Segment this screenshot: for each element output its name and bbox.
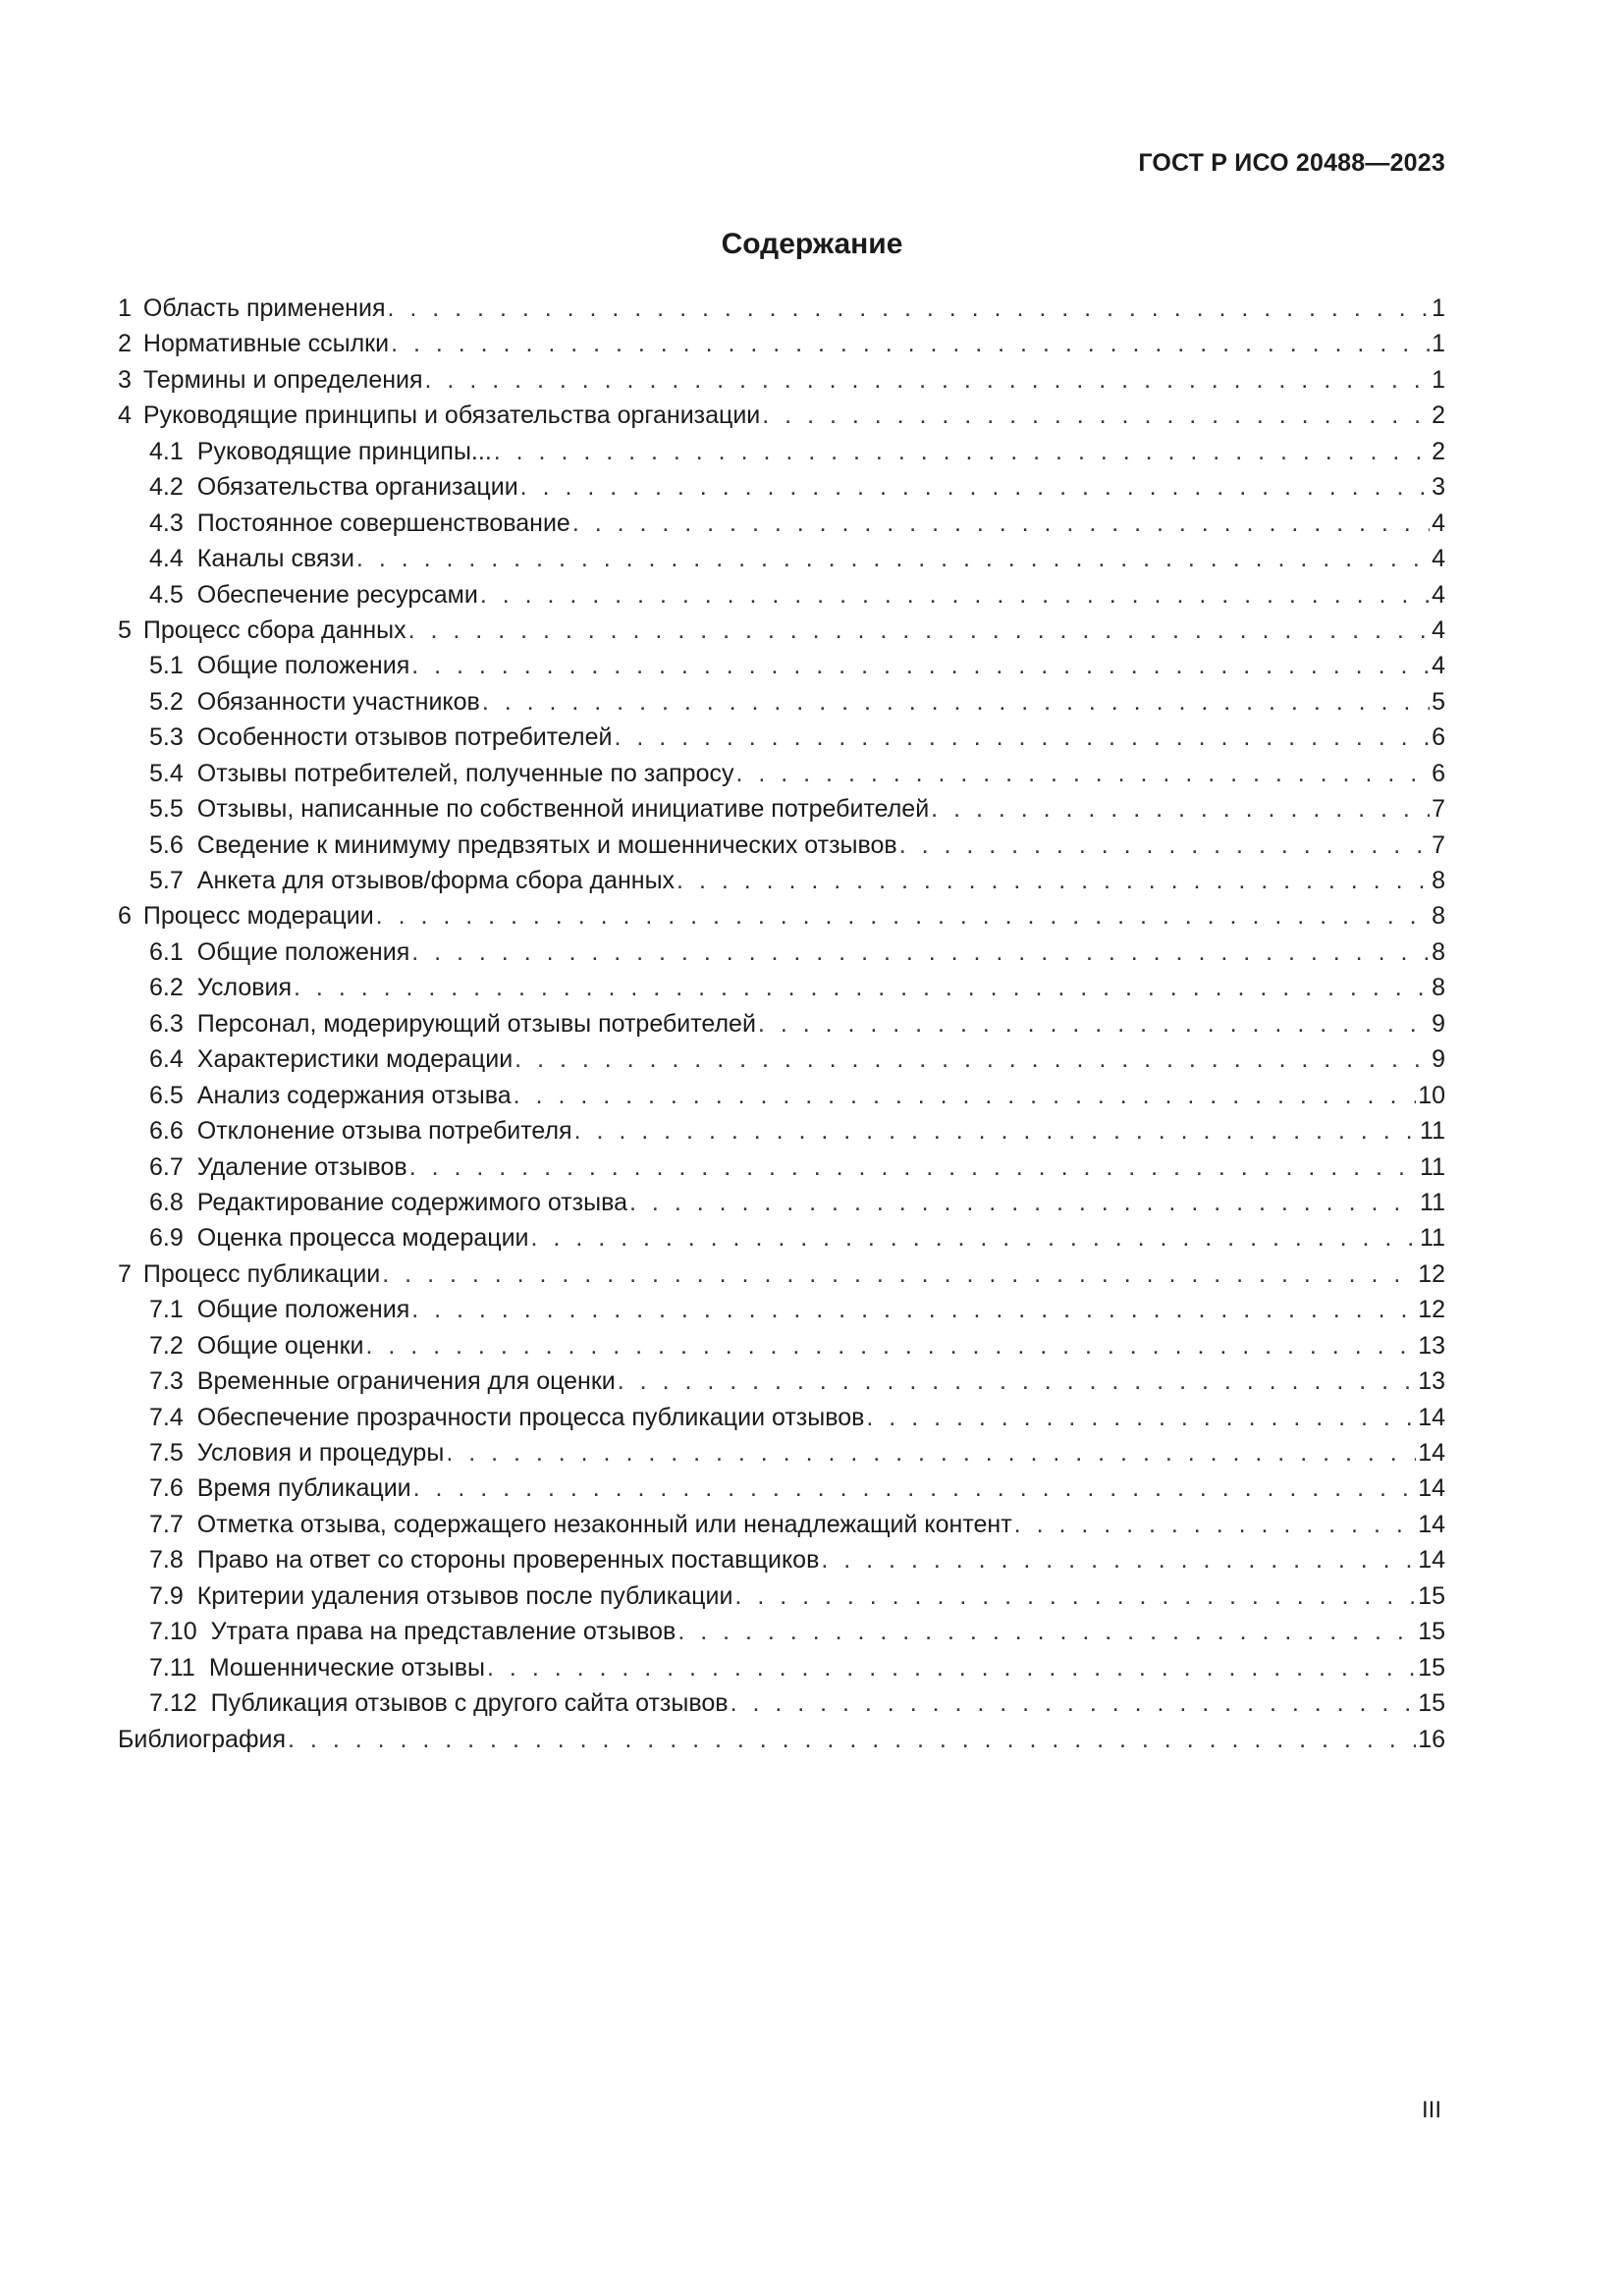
- toc-entry-page: 14: [1418, 1510, 1445, 1538]
- toc-entry-label: Библиография: [118, 1725, 287, 1753]
- toc-entry-label: Обязательства организации: [196, 473, 518, 502]
- toc-title: Содержание: [721, 228, 903, 260]
- toc-entry[interactable]: [118, 613, 1445, 648]
- toc-entry-number: 4.2: [149, 473, 184, 502]
- toc-entry-label: Отзывы потребителей, полученные по запросу: [196, 759, 734, 787]
- toc-entry-label: Удаление отзывов: [196, 1152, 407, 1181]
- toc-dot-leader: [897, 828, 1430, 863]
- toc-entry[interactable]: [118, 434, 1445, 469]
- toc-entry-number: 6.5: [149, 1081, 184, 1109]
- table-of-contents: [118, 291, 1445, 1757]
- toc-entry-page: 6: [1432, 759, 1445, 787]
- toc-entry-number: 7.10: [149, 1618, 197, 1646]
- toc-entry[interactable]: [118, 326, 1445, 361]
- toc-entry-page: 2: [1432, 437, 1445, 465]
- toc-entry-label: Оценка процесса модерации: [196, 1224, 529, 1253]
- toc-entry-page: 9: [1432, 1009, 1445, 1038]
- toc-dot-leader: [380, 1256, 1416, 1292]
- toc-entry[interactable]: [118, 898, 1445, 934]
- toc-entry-label: Общие положения: [196, 652, 410, 680]
- toc-dot-leader: [733, 756, 1430, 791]
- toc-entry-number: 6.6: [149, 1117, 184, 1146]
- toc-dot-leader: [529, 1220, 1419, 1255]
- toc-dot-leader: [572, 1113, 1418, 1148]
- toc-dot-leader: [512, 1078, 1417, 1113]
- toc-entry-page: 4: [1432, 652, 1445, 680]
- toc-entry[interactable]: [118, 1149, 1445, 1185]
- toc-entry-number: 6.8: [149, 1188, 184, 1216]
- toc-entry-label: Отзывы, написанные по собственной инициативе потребителей: [196, 795, 930, 824]
- toc-entry-label: Временные ограничения для оценки: [196, 1367, 616, 1396]
- toc-entry[interactable]: [118, 1542, 1445, 1577]
- toc-entry-label: Общие оценки: [196, 1331, 364, 1360]
- toc-dot-leader: [732, 1578, 1416, 1614]
- toc-entry-number: 7.5: [149, 1439, 184, 1467]
- toc-entry-page: 4: [1432, 508, 1445, 537]
- toc-entry-number: 6.9: [149, 1224, 184, 1253]
- toc-entry-label: Анализ содержания отзыва: [196, 1081, 512, 1109]
- toc-entry-page: 14: [1418, 1474, 1445, 1503]
- toc-entry[interactable]: [118, 1470, 1445, 1506]
- toc-entry[interactable]: [118, 506, 1445, 541]
- toc-dot-leader: [363, 1328, 1416, 1363]
- toc-entry-number: 6.4: [149, 1045, 184, 1074]
- toc-entry[interactable]: [118, 648, 1445, 683]
- toc-entry[interactable]: [118, 1650, 1445, 1685]
- toc-entry-label: Постоянное совершенствование: [196, 508, 570, 537]
- toc-entry-page: 13: [1418, 1367, 1445, 1396]
- toc-entry[interactable]: [118, 863, 1445, 898]
- toc-entry-number: 7.3: [149, 1367, 184, 1396]
- toc-entry-number: 7.7: [149, 1510, 184, 1538]
- toc-dot-leader: [729, 1685, 1417, 1721]
- toc-entry-page: 4: [1432, 580, 1445, 609]
- toc-entry-label: Время публикации: [196, 1474, 411, 1503]
- toc-dot-leader: [929, 791, 1430, 827]
- toc-entry[interactable]: [118, 1006, 1445, 1041]
- toc-dot-leader: [518, 469, 1430, 505]
- toc-entry-label: Процесс публикации: [142, 1259, 381, 1288]
- toc-entry-page: 3: [1432, 473, 1445, 502]
- toc-dot-leader: [478, 577, 1430, 613]
- toc-dot-leader: [409, 648, 1430, 683]
- toc-entry-page: 12: [1418, 1259, 1445, 1288]
- toc-entry-page: 14: [1418, 1546, 1445, 1575]
- toc-dot-leader: [616, 1363, 1416, 1399]
- toc-entry[interactable]: [118, 1220, 1445, 1255]
- toc-entry-number: 5: [118, 615, 132, 644]
- toc-entry-label: Руководящие принципы...: [196, 437, 492, 465]
- toc-dot-leader: [286, 1722, 1416, 1757]
- toc-entry-label: Отклонение отзыва потребителя: [196, 1117, 572, 1146]
- toc-entry-label: Каналы связи: [196, 545, 354, 573]
- toc-entry-page: 5: [1432, 687, 1445, 716]
- toc-entry-label: Сведение к минимуму предвзятых и мошеннических отзывов: [196, 830, 897, 859]
- toc-entry-page: 8: [1432, 974, 1445, 1002]
- toc-entry-number: 5.4: [149, 759, 184, 787]
- toc-dot-leader: [513, 1041, 1430, 1077]
- toc-entry-label: Общие положения: [196, 1296, 410, 1324]
- toc-entry-number: 6.2: [149, 974, 184, 1002]
- toc-entry-page: 11: [1420, 1224, 1445, 1253]
- toc-entry-page: 8: [1432, 867, 1445, 894]
- toc-entry-page: 15: [1418, 1689, 1445, 1718]
- toc-dot-leader: [864, 1400, 1416, 1435]
- toc-dot-leader: [480, 684, 1430, 720]
- toc-entry-label: Персонал, модерирующий отзывы потребителей: [196, 1009, 756, 1038]
- toc-entry-number: 7.4: [149, 1403, 184, 1431]
- toc-entry-label: Редактирование содержимого отзыва: [196, 1188, 628, 1216]
- toc-entry-label: Область применения: [142, 294, 386, 322]
- toc-entry[interactable]: [118, 1185, 1445, 1220]
- toc-entry-number: 5.1: [149, 652, 184, 680]
- toc-dot-leader: [423, 362, 1431, 398]
- toc-dot-leader: [819, 1542, 1416, 1577]
- toc-dot-leader: [675, 863, 1430, 898]
- toc-entry-label: Анкета для отзывов/форма сбора данных: [196, 867, 676, 894]
- toc-entry-number: 3: [118, 365, 132, 394]
- toc-entry-number: 5.7: [149, 867, 184, 894]
- toc-entry[interactable]: [118, 1722, 1445, 1757]
- toc-entry-page: 12: [1418, 1296, 1445, 1324]
- toc-entry-label: Процесс модерации: [142, 902, 374, 931]
- toc-entry-number: 7.2: [149, 1331, 184, 1360]
- toc-entry-number: 4.4: [149, 545, 184, 573]
- toc-entry-page: 7: [1432, 830, 1445, 859]
- page-number: III: [1421, 2097, 1441, 2123]
- toc-entry-page: 15: [1418, 1618, 1445, 1646]
- toc-entry[interactable]: [118, 970, 1445, 1005]
- toc-entry-label: Характеристики модерации: [196, 1045, 514, 1074]
- toc-entry-number: 5.6: [149, 830, 184, 859]
- toc-entry-label: Условия и процедуры: [196, 1439, 445, 1467]
- toc-entry-number: 7.8: [149, 1546, 184, 1575]
- toc-entry-label: Отметка отзыва, содержащего незаконный или ненадлежащий контент: [196, 1510, 1012, 1538]
- toc-entry-page: 6: [1432, 723, 1445, 752]
- toc-entry-page: 14: [1418, 1403, 1445, 1431]
- toc-entry[interactable]: [118, 720, 1445, 755]
- toc-entry-number: 5.3: [149, 723, 184, 752]
- toc-entry[interactable]: [118, 1435, 1445, 1470]
- toc-entry-number: 4: [118, 401, 132, 430]
- toc-entry[interactable]: [118, 1614, 1445, 1649]
- standard-id-header: ГОСТ Р ИСО 20488—2023: [1138, 149, 1445, 177]
- toc-dot-leader: [354, 541, 1430, 576]
- toc-entry-label: Руководящие принципы и обязательства организации: [142, 401, 761, 430]
- toc-dot-leader: [676, 1614, 1416, 1649]
- toc-entry-number: 5.2: [149, 687, 184, 716]
- toc-entry-label: Обязанности участников: [196, 687, 480, 716]
- toc-dot-leader: [756, 1006, 1430, 1041]
- toc-entry-page: 16: [1418, 1725, 1445, 1753]
- toc-entry-label: Публикация отзывов с другого сайта отзывов: [210, 1689, 729, 1718]
- toc-entry[interactable]: [118, 398, 1445, 433]
- toc-dot-leader: [409, 1292, 1416, 1327]
- toc-entry-page: 4: [1432, 545, 1445, 573]
- toc-entry-number: 6.7: [149, 1152, 184, 1181]
- toc-entry-number: 7.6: [149, 1474, 184, 1503]
- toc-entry-label: Утрата права на представление отзывов: [210, 1618, 677, 1646]
- toc-dot-leader: [411, 1470, 1417, 1506]
- toc-entry[interactable]: [118, 469, 1445, 505]
- toc-entry-page: 15: [1418, 1581, 1445, 1610]
- toc-entry-number: 5.5: [149, 795, 184, 824]
- toc-entry[interactable]: [118, 934, 1445, 970]
- toc-entry-page: 13: [1418, 1331, 1445, 1360]
- toc-dot-leader: [612, 720, 1430, 755]
- toc-entry-label: Право на ответ со стороны проверенных поставщиков: [196, 1546, 820, 1575]
- toc-entry-number: 2: [118, 330, 132, 358]
- toc-entry-number: 7.9: [149, 1581, 184, 1610]
- toc-dot-leader: [385, 291, 1430, 326]
- toc-entry-label: Особенности отзывов потребителей: [196, 723, 613, 752]
- toc-entry-number: 4.5: [149, 580, 184, 609]
- toc-entry-number: 4.3: [149, 508, 184, 537]
- toc-entry-page: 15: [1418, 1653, 1445, 1682]
- toc-entry-page: 11: [1420, 1152, 1445, 1181]
- toc-dot-leader: [485, 1650, 1416, 1685]
- toc-entry[interactable]: [118, 1685, 1445, 1721]
- toc-entry[interactable]: [118, 1292, 1445, 1327]
- toc-entry-page: 1: [1432, 330, 1445, 358]
- toc-dot-leader: [492, 434, 1430, 469]
- toc-entry-number: 6: [118, 902, 132, 931]
- toc-entry[interactable]: [118, 541, 1445, 576]
- toc-entry[interactable]: [118, 1507, 1445, 1542]
- toc-entry-label: Условия: [196, 974, 293, 1002]
- toc-entry[interactable]: [118, 577, 1445, 613]
- toc-entry-page: 8: [1432, 937, 1445, 966]
- toc-entry-number: 1: [118, 294, 132, 322]
- toc-entry-page: 10: [1418, 1081, 1445, 1109]
- toc-entry-page: 7: [1432, 795, 1445, 824]
- toc-entry[interactable]: [118, 828, 1445, 863]
- toc-entry-page: 1: [1432, 294, 1445, 322]
- toc-dot-leader: [570, 506, 1430, 541]
- toc-entry[interactable]: [118, 756, 1445, 791]
- toc-entry[interactable]: [118, 1256, 1445, 1292]
- toc-dot-leader: [760, 398, 1430, 433]
- toc-entry-number: 6.1: [149, 937, 184, 966]
- toc-entry-label: Критерии удаления отзывов после публикации: [196, 1581, 733, 1610]
- toc-entry[interactable]: [118, 1113, 1445, 1148]
- toc-entry[interactable]: [118, 791, 1445, 827]
- toc-entry-page: 4: [1432, 615, 1445, 644]
- toc-entry-number: 6.3: [149, 1009, 184, 1038]
- toc-entry-number: 7.11: [149, 1653, 195, 1682]
- toc-entry-label: Нормативные ссылки: [142, 330, 390, 358]
- toc-dot-leader: [374, 898, 1430, 934]
- toc-entry[interactable]: [118, 1363, 1445, 1399]
- toc-entry-label: Мошеннические отзывы: [208, 1653, 486, 1682]
- toc-dot-leader: [407, 1149, 1418, 1185]
- toc-entry-label: Термины и определения: [142, 365, 423, 394]
- toc-entry-page: 11: [1420, 1188, 1445, 1216]
- toc-entry[interactable]: [118, 1578, 1445, 1614]
- toc-dot-leader: [627, 1185, 1418, 1220]
- toc-dot-leader: [1012, 1507, 1417, 1542]
- toc-entry[interactable]: [118, 1078, 1445, 1113]
- toc-entry-label: Общие положения: [196, 937, 410, 966]
- toc-entry-label: Обеспечение прозрачности процесса публикации отзывов: [196, 1403, 865, 1431]
- toc-entry-page: 2: [1432, 401, 1445, 430]
- toc-entry-number: 7.1: [149, 1296, 184, 1324]
- toc-dot-leader: [389, 326, 1430, 361]
- toc-entry-page: 11: [1420, 1117, 1445, 1146]
- toc-dot-leader: [409, 934, 1430, 970]
- toc-entry[interactable]: [118, 362, 1445, 398]
- toc-entry-page: 9: [1432, 1045, 1445, 1074]
- toc-entry-label: Процесс сбора данных: [142, 615, 406, 644]
- toc-dot-leader: [292, 970, 1430, 1005]
- toc-dot-leader: [444, 1435, 1416, 1470]
- toc-entry-page: 1: [1432, 365, 1445, 394]
- toc-entry-page: 8: [1432, 902, 1445, 931]
- toc-entry-number: 7: [118, 1259, 132, 1288]
- toc-dot-leader: [406, 613, 1430, 648]
- toc-entry[interactable]: [118, 1328, 1445, 1363]
- toc-entry-number: 4.1: [149, 437, 184, 465]
- toc-entry[interactable]: [118, 291, 1445, 326]
- toc-entry[interactable]: [118, 1400, 1445, 1435]
- toc-entry[interactable]: [118, 1041, 1445, 1077]
- toc-entry[interactable]: [118, 684, 1445, 720]
- toc-entry-page: 14: [1418, 1439, 1445, 1467]
- toc-entry-number: 7.12: [149, 1689, 197, 1718]
- toc-entry-label: Обеспечение ресурсами: [196, 580, 478, 609]
